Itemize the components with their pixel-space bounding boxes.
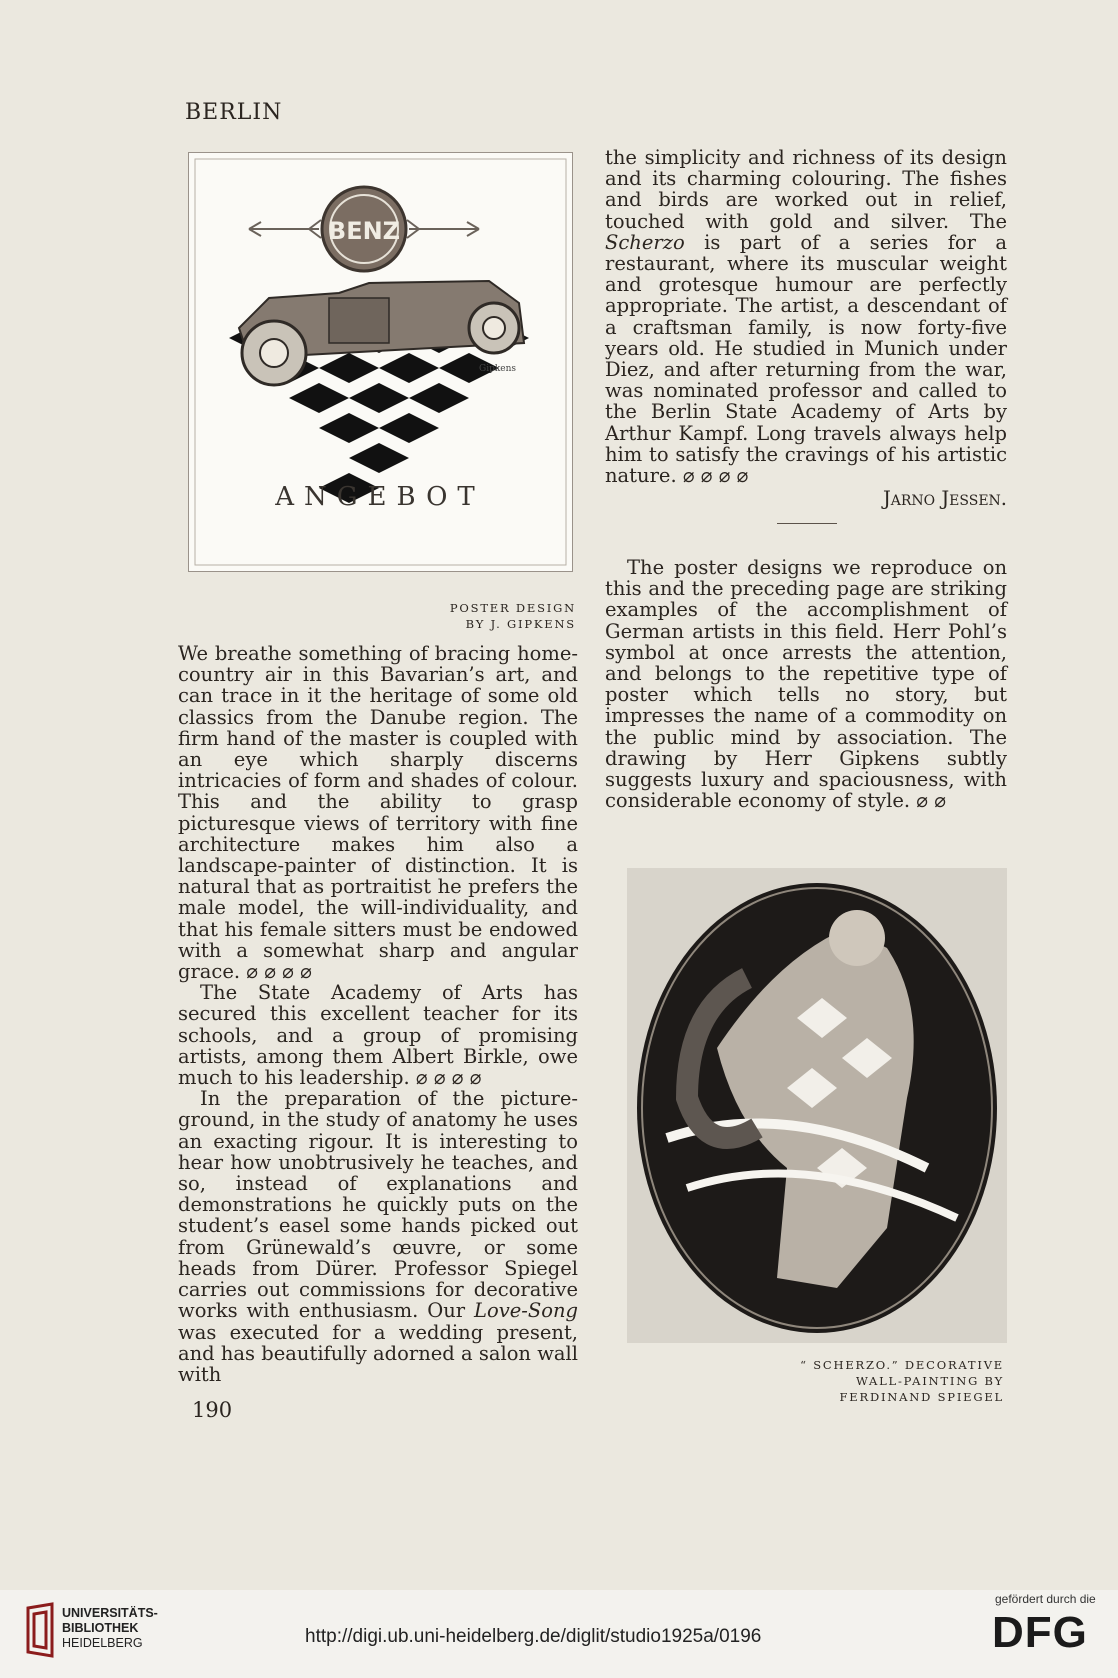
library-name bbox=[62, 1606, 158, 1651]
library-logo-icon bbox=[24, 1602, 56, 1658]
author-signature: Jarno Jessen. bbox=[882, 487, 1007, 511]
section-divider bbox=[777, 523, 837, 524]
library-name-line-1: UNIVERSITÄTS- bbox=[62, 1606, 158, 1620]
paragraph-text: the simplicity and richness of its design and its charming colouring. The fishes and birds are worked out in relief, touched with gold and silver. The bbox=[605, 146, 1007, 233]
poster-logo-text: BENZ bbox=[327, 217, 401, 245]
paragraph bbox=[178, 1088, 578, 1385]
page-number: 190 bbox=[192, 1398, 233, 1422]
right-text-column bbox=[605, 147, 1007, 509]
scherzo-caption-line-3: FERDINAND SPIEGEL bbox=[839, 1390, 1004, 1404]
dfg-logo: DFG bbox=[992, 1608, 1088, 1657]
poster-caption-line-2: BY J. GIPKENS bbox=[465, 617, 576, 631]
scherzo-caption-line-1: “ SCHERZO.” DECORATIVE bbox=[800, 1358, 1004, 1372]
arrow-left-icon bbox=[249, 220, 321, 238]
figure-head bbox=[829, 910, 885, 966]
scherzo-caption bbox=[760, 1357, 1004, 1405]
poster-title: ANGEBOT bbox=[275, 482, 485, 512]
funding-note: gefördert durch die bbox=[995, 1592, 1096, 1606]
running-head: BERLIN bbox=[185, 100, 283, 125]
library-name-line-3: HEIDELBERG bbox=[62, 1636, 143, 1650]
artwork-title: Love-Song bbox=[474, 1299, 578, 1323]
poster-caption-line-1: POSTER DESIGN bbox=[449, 601, 576, 615]
paragraph bbox=[605, 147, 1007, 486]
paragraph-text: was executed for a wedding present, and has beautifully adorned a salon wall with bbox=[178, 1320, 578, 1386]
paragraph: We breathe something of bracing home-country air in this Bavarian’s art, and can trace in it the heritage of some old classics from the Danube region. The firm hand of the master is coupled with an eye which sharply discerns intricacies of form and shades of colour. This and the ability to grasp picturesque views of territory with fine architecture makes him also a landscape-painter of distinction. It is natural that as portraitist he prefers the male model, the will-individuality, and that his female sitters must be endowed with a somewhat sharp and angular grace. ⌀ ⌀ ⌀ ⌀ bbox=[178, 642, 578, 984]
paragraph-text: is part of a series for a restaurant, where its muscular weight and grotesque humour are perfectly appropriate. The artist, a descendant of a craftsman family, is now forty-five years old. He studied in Munich under Diez, and after returning from the war, was nominated professor and called to the Berlin State Academy of Arts by Arthur Kampf. Long travels always help him to satisfy the cravings of his artistic nature. ⌀ ⌀ ⌀ ⌀ bbox=[605, 230, 1007, 488]
permalink-url[interactable]: http://digi.ub.uni-heidelberg.de/diglit/studio1925a/0196 bbox=[305, 1626, 762, 1647]
paragraph-text: In the preparation of the picture-ground, in the study of anatomy he uses an exacting rigour. It is interesting to hear how unobtrusively he teaches, and so, instead of explanations and demonstrations he quickly puts on the student’s easel some hands picked out from Grünewald’s œuvre, or some heads from Dürer. Professor Spiegel carries out commissions for decorative works with enthusiasm. Our bbox=[178, 1087, 578, 1323]
library-name-line-2: BIBLIOTHEK bbox=[62, 1621, 139, 1635]
poster-signature: Gipkens bbox=[479, 364, 517, 374]
artwork-title: Scherzo bbox=[605, 230, 685, 254]
left-text-column bbox=[178, 643, 578, 1385]
poster-illustration bbox=[188, 152, 573, 572]
poster-caption bbox=[380, 600, 576, 632]
scherzo-painting bbox=[627, 868, 1007, 1343]
arrow-right-icon bbox=[407, 220, 479, 238]
right-text-column-lower bbox=[605, 557, 1007, 811]
scherzo-artwork bbox=[627, 868, 1007, 1343]
paragraph: The poster designs we reproduce on this and the preceding page are striking examples of the accomplishment of German artists in this field. Herr Pohl’s symbol at once arrests the attention, and belongs to the repetitive type of poster which tells no story, but impresses the name of a commodity on the public mind by association. The drawing by Herr Gipkens subtly suggests luxury and spaciousness, with considerable economy of style. ⌀ ⌀ bbox=[605, 556, 1007, 813]
poster-artwork bbox=[189, 153, 572, 571]
scherzo-caption-line-2: WALL-PAINTING BY bbox=[855, 1374, 1004, 1388]
paragraph: The State Academy of Arts has secured this excellent teacher for its schools, and a group of promising artists, among them Albert Birkle, owe much to his leadership. ⌀ ⌀ ⌀ ⌀ bbox=[178, 981, 578, 1090]
